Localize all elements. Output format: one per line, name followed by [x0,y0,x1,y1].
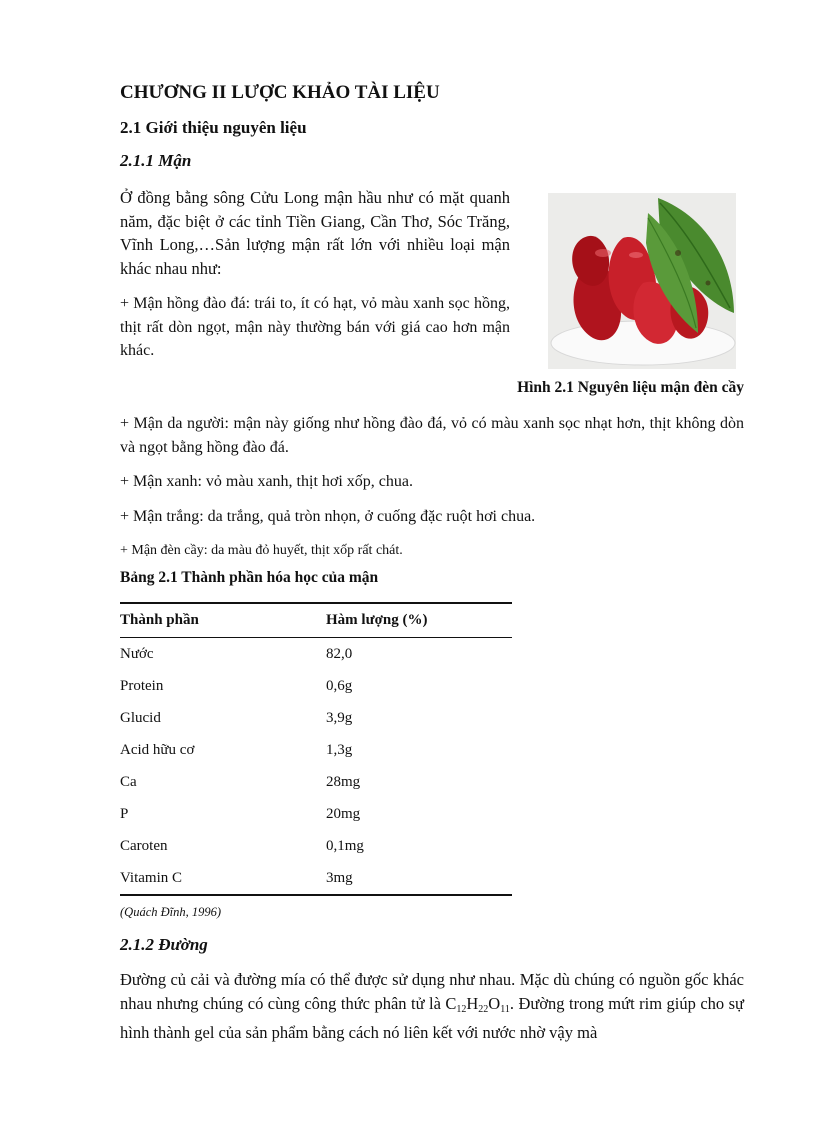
cell-component: Ca [120,773,137,790]
cell-component: P [120,805,129,822]
cell-component: Nước [120,645,154,662]
table-row [120,862,512,894]
cell-content: 0,6g [326,677,353,694]
table-row [120,734,512,766]
cell-content: 0,1mg [326,837,364,854]
cell-content: 28mg [326,773,361,790]
variety-den-cay: + Mận đèn cầy: da màu đỏ huyết, thịt xốp rất chát. [120,543,403,558]
cell-component: Acid hữu cơ [120,741,195,758]
intro-paragraph: Ở đồng bằng sông Cửu Long mận hầu như có mặt quanh năm, đặc biệt ở các tỉnh Tiền Giang, Cần Thơ, Sóc Trăng, Vĩnh Long,…Sản lượng mận rất lớn với nhiều loại mận khác nhau như: [120,188,510,278]
variety-hong-dao-da: + Mận hồng đào đá: trái to, ít có hạt, vỏ màu xanh sọc hồng, thịt rất dòn ngọt, mận này thường bán với giá cao hơn mận khác. [120,295,510,359]
sugar-o: O [488,993,501,1013]
table-row [120,702,512,734]
table-title: Bảng 2.1 Thành phần hóa học của mận [120,569,379,586]
cell-content: 20mg [326,805,361,822]
table-header-content: Hàm lượng (%) [326,612,428,628]
subsection-heading-duong: 2.1.2 Đường [120,935,208,954]
sugar-h: H [466,993,479,1013]
cell-content: 82,0 [326,645,353,662]
table-rule-bottom [120,894,512,896]
chapter-title: CHƯƠNG II LƯỢC KHẢO TÀI LIỆU [120,82,440,103]
cell-content: 3mg [326,869,353,886]
variety-man-xanh: + Mận xanh: vỏ màu xanh, thịt hơi xốp, chua. [120,473,413,490]
table-row [120,638,512,670]
sugar-paragraph [120,968,744,1045]
cell-component: Protein [120,677,164,694]
variety-da-nguoi: + Mận da người: mận này giống như hồng đào đá, vỏ có màu xanh sọc nhạt hơn, thịt không dòn và ngọt bằng hồng đào đá. [120,415,744,456]
cell-content: 1,3g [326,741,353,758]
subsection-heading-man: 2.1.1 Mận [120,151,192,170]
document-page [120,0,744,1123]
plum-photo [548,193,736,369]
table-row [120,798,512,830]
plum-photo-illustration [548,193,736,369]
sugar-sub-h: 22 [478,1003,489,1015]
cell-content: 3,9g [326,709,353,726]
table-header-row [120,604,512,637]
composition-table [120,602,512,896]
section-heading: 2.1 Giới thiệu nguyên liệu [120,118,307,137]
cell-component: Caroten [120,837,168,854]
figure-caption: Hình 2.1 Nguyên liệu mận đèn cầy [517,379,744,396]
table-row [120,766,512,798]
table-header-component: Thành phần [120,612,199,628]
table-source: (Quách Đĩnh, 1996) [120,905,222,919]
sugar-sub-o: 11 [500,1003,510,1015]
table-row [120,830,512,862]
variety-man-trang: + Mận trắng: da trắng, quả tròn nhọn, ở cuống đặc ruột hơi chua. [120,508,536,525]
cell-component: Glucid [120,709,161,726]
sugar-text-before: Đường củ cải và đường mía có thể được sử dụng như nhau. Mặc dù chúng có nguồn gốc khác nhau nhưng chúng có cùng công thức phân tử là C [120,970,744,1013]
table-row [120,670,512,702]
sugar-text-after: . Đường trong mứt rim giúp cho sự hình thành gel của sản phẩm bằng cách nó liên kết với nước nhờ vậy mà [120,993,744,1042]
sugar-sub-c: 12 [456,1003,467,1015]
cell-component: Vitamin C [120,869,183,886]
